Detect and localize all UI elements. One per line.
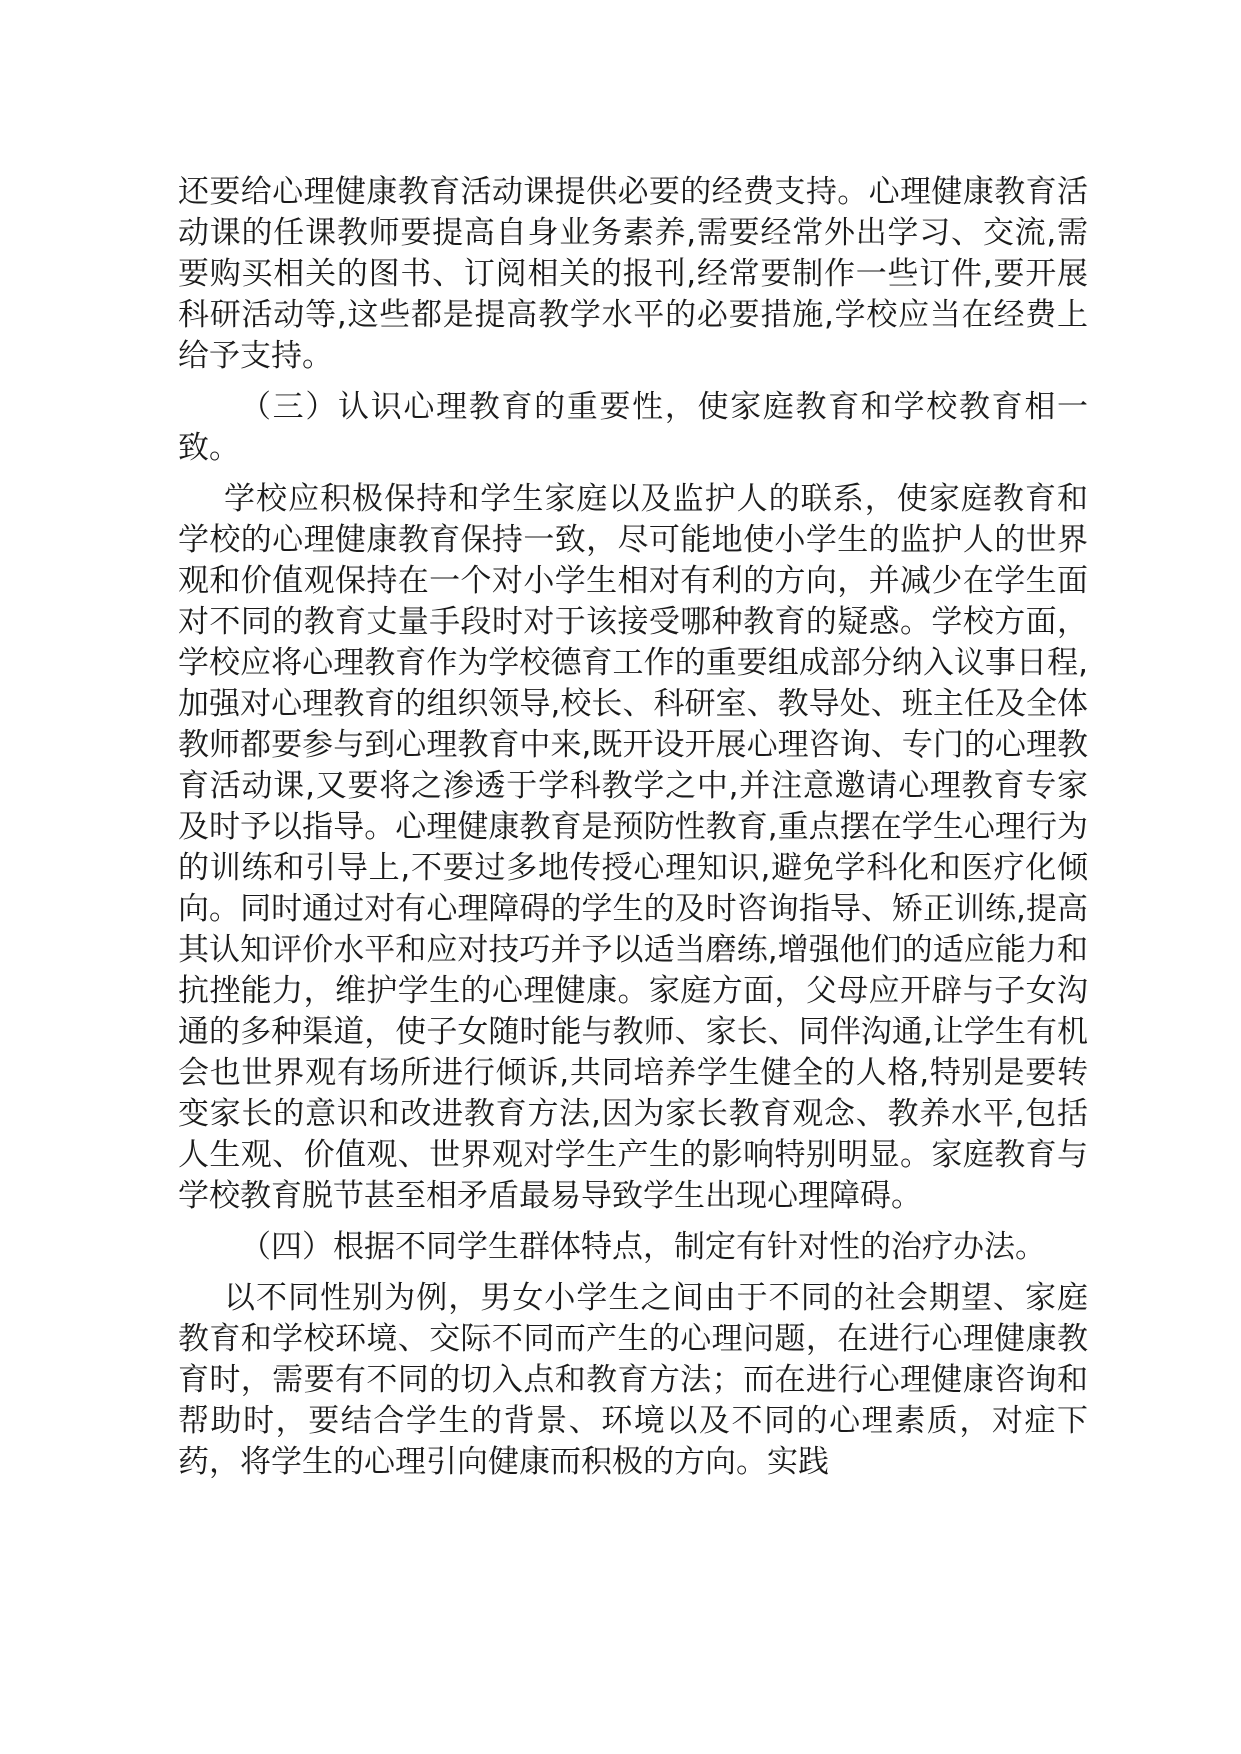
section-heading-four: （四）根据不同学生群体特点，制定有针对性的治疗办法。 — [240, 1229, 1046, 1265]
paragraph-home-school-consistency: 学校应积极保持和学生家庭以及监护人的联系，使家庭教育和学校的心理健康教育保持一致，尽可能地使小学生的监护人的世界观和价值观保持在一个对小学生相对有利的方向，并减少在学生面对不同的教育丈量手段时对于该接受哪种教育的疑惑。学校方面，学校应将心理教育作为学校德育工作的重要组成部分纳入议事日程,加强对心理教育的组织领导,校长、科研室、教导处、班主任及全体教师都要参与到心理教育中来,既开设开展心理咨询、专门的心理教育活动课,又要将之渗透于学科教学之中,并注意邀请心理教育专家及时予以指导。心理健康教育是预防性教育,重点摆在学生心理行为的训练和引导上,不要过多地传授心理知识,避免学科化和医疗化倾向。同时通过对有心理障碍的学生的及时咨询指导、矫正训练,提高其认知评价水平和应对技巧并予以适当磨练,增强他们的适应能力和抗挫能力，维护学生的心理健康。家庭方面，父母应开辟与子女沟通的多种渠道，使子女随时能与教师、家长、同伴沟通,让学生有机会也世界观有场所进行倾诉,共同培养学生健全的人格,特别是要转变家长的意识和改进教育方法,因为家长教育观念、教养水平,包括人生观、价值观、世界观对学生产生的影响特别明显。家庭教育与学校教育脱节甚至相矛盾最易导致学生出现心理障碍。 — [178, 481, 1088, 1214]
paragraph-gender-example: 以不同性别为例，男女小学生之间由于不同的社会期望、家庭教育和学校环境、交际不同而产生的心理问题，在进行心理健康教育时，需要有不同的切入点和教育方法；而在进行心理健康咨询和帮助时，要结合学生的背景、环境以及不同的心理素质，对症下药，将学生的心理引向健康而积极的方向。实践 — [178, 1280, 1088, 1480]
section-heading-three: （三）认识心理教育的重要性，使家庭教育和学校教育相一致。 — [178, 389, 1088, 466]
paragraph-funding-support: 还要给心理健康教育活动课提供必要的经费支持。心理健康教育活动课的任课教师要提高自身业务素养,需要经常外出学习、交流,需要购买相关的图书、订阅相关的报刊,经常要制作一些订件,要开展科研活动等,这些都是提高教学水平的必要措施,学校应当在经费上给予支持。 — [178, 174, 1088, 374]
document-body — [178, 172, 1088, 1483]
